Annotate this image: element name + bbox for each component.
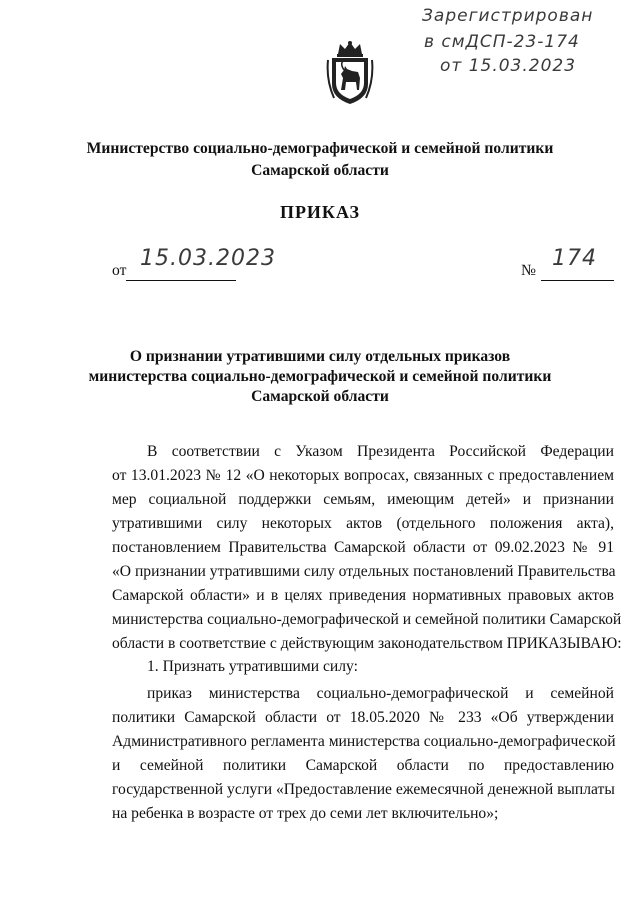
paragraph-line: и семейной политики Самарской области по предоставлению [112, 757, 614, 774]
coat-of-arms-icon [326, 40, 374, 106]
document-type-heading: ПРИКАЗ [279, 202, 361, 222]
date-underline [126, 280, 236, 281]
paragraph-line: Административного регламента министерства социально-демографической [112, 733, 616, 750]
paragraph-line: государственной услуги «Предоставление ежемесячной денежной выплаты [112, 781, 615, 798]
ministry-name [0, 138, 640, 182]
paragraph-line: от 13.01.2023 № 12 «О некоторых вопросах, связанных с предоставлением [112, 467, 614, 484]
repealed-order-paragraph [112, 682, 614, 826]
paragraph-line: Самарской области» и в целях приведения нормативных правовых актов [112, 587, 614, 604]
paragraph-line: утратившими силу некоторых актов (отдельного положения акта), [112, 515, 614, 532]
document-title-line3: Самарской области [251, 388, 389, 405]
paragraph-line: министерства социально-демографической и семейной политики Самарской [112, 611, 622, 628]
date-value: 15.03.2023 [140, 246, 276, 271]
date-label: от [112, 262, 127, 279]
ministry-name-line1: Министерство социально-демографической и семейной политики [86, 140, 554, 157]
handwritten-registration-line1: Зарегистрирован [422, 6, 594, 26]
document-title-line1: О признании утратившими силу отдельных приказов [129, 348, 511, 365]
preamble-paragraph [112, 440, 622, 656]
paragraph-line: политики Самарской области от 18.05.2020 № 233 «Об утверждении [112, 709, 614, 726]
paragraph-line: на ребенка в возрасте от трех до семи лет включительно»; [112, 805, 499, 822]
paragraph-line: «О признании утратившими силу отдельных постановлений Правительства [112, 563, 616, 580]
paragraph-line: области в соответствие с действующим законодательством ПРИКАЗЫВАЮ: [112, 635, 622, 652]
number-label: № [521, 262, 536, 279]
number-value: 174 [552, 246, 597, 271]
document-title-line2: министерства социально-демографической и семейной политики [88, 368, 552, 385]
number-underline [541, 280, 614, 281]
handwritten-registration-line2: в смДСП-23-174 [424, 32, 580, 52]
paragraph-line: мер социальной поддержки семьям, имеющим детей» и признании [112, 491, 614, 508]
paragraph-line: приказ министерства социально-демографической и семейной [147, 685, 614, 702]
handwritten-registration-line3: от 15.03.2023 [440, 56, 577, 76]
list-item-1: 1. Признать утратившими силу: [147, 658, 358, 675]
document-title [0, 347, 640, 407]
paragraph-line: постановлением Правительства Самарской области от 09.02.2023 № 91 [112, 539, 614, 556]
paragraph-line: В соответствии с Указом Президента Российской Федерации [147, 443, 614, 460]
ministry-name-line2: Самарской области [251, 162, 389, 179]
